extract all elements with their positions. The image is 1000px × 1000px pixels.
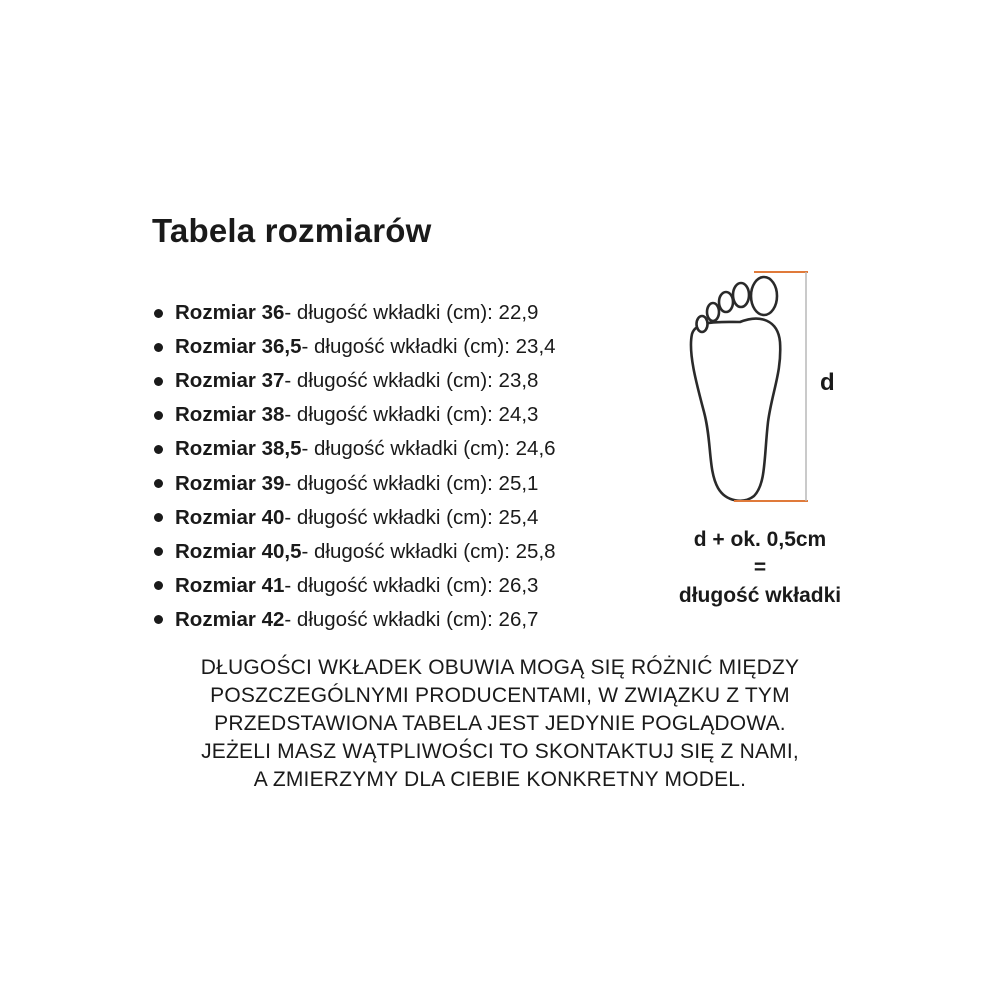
bullet-icon (154, 309, 163, 318)
list-item (152, 569, 556, 603)
insole-length: - długość wkładki (cm): 26,3 (284, 573, 539, 597)
size-name: Rozmiar 39 (175, 471, 285, 495)
list-item (152, 466, 556, 500)
bullet-icon (154, 479, 163, 488)
length-label: d (820, 369, 835, 396)
size-name: Rozmiar 36 (175, 301, 285, 325)
bullet-icon (154, 513, 163, 522)
insole-length: - długość wkładki (cm): 26,7 (284, 607, 539, 631)
insole-length: - długość wkładki (cm): 24,3 (284, 403, 539, 427)
size-name: Rozmiar 37 (175, 369, 285, 393)
size-name: Rozmiar 40,5 (175, 539, 302, 563)
size-name: Rozmiar 41 (175, 573, 285, 597)
list-item (152, 296, 556, 330)
size-name: Rozmiar 40 (175, 505, 285, 529)
insole-length: - długość wkładki (cm): 23,4 (301, 335, 556, 359)
notice-line: DŁUGOŚCI WKŁADEK OBUWIA MOGĄ SIĘ RÓŻNIĆ MIĘDZY (200, 656, 800, 679)
formula-line-2: = (753, 556, 767, 579)
insole-length: - długość wkładki (cm): 22,9 (284, 301, 539, 325)
insole-length: - długość wkładki (cm): 25,8 (301, 539, 556, 563)
foot-sole-icon (691, 277, 780, 501)
formula-line-3: długość wkładki (678, 584, 842, 607)
notice-line: PRZEDSTAWIONA TABELA JEST JEDYNIE POGLĄDOWA. (214, 712, 786, 735)
size-name: Rozmiar 36,5 (175, 335, 302, 359)
list-item (152, 603, 556, 637)
insole-length: - długość wkładki (cm): 25,1 (284, 471, 539, 495)
notice-line: JEŻELI MASZ WĄTPLIWOŚCI TO SKONTAKTUJ SIĘ Z NAMI, (201, 740, 799, 763)
formula-line-1: d + ok. 0,5cm (693, 528, 827, 551)
notice-line: POSZCZEGÓLNYMI PRODUCENTAMI, W ZWIĄZKU Z TYM (210, 684, 790, 707)
bullet-icon (154, 581, 163, 590)
bullet-icon (154, 411, 163, 420)
list-item (152, 535, 556, 569)
list-item (152, 364, 556, 398)
insole-length: - długość wkładki (cm): 23,8 (284, 369, 539, 393)
insole-length: - długość wkładki (cm): 25,4 (284, 505, 539, 529)
notice-line: A ZMIERZYMY DLA CIEBIE KONKRETNY MODEL. (253, 768, 747, 791)
list-item (152, 398, 556, 432)
size-name: Rozmiar 38,5 (175, 437, 302, 461)
list-item (152, 330, 556, 364)
foot-diagram (680, 262, 850, 512)
size-name: Rozmiar 42 (175, 607, 285, 631)
bullet-icon (154, 547, 163, 556)
disclaimer-notice (100, 654, 900, 794)
bullet-icon (154, 615, 163, 624)
insole-length: - długość wkładki (cm): 24,6 (301, 437, 556, 461)
size-list (152, 296, 556, 637)
list-item (152, 432, 556, 466)
bullet-icon (154, 377, 163, 386)
bullet-icon (154, 445, 163, 454)
bullet-icon (154, 343, 163, 352)
list-item (152, 501, 556, 535)
page-title: Tabela rozmiarów (152, 212, 432, 249)
formula (640, 526, 880, 610)
size-name: Rozmiar 38 (175, 403, 285, 427)
